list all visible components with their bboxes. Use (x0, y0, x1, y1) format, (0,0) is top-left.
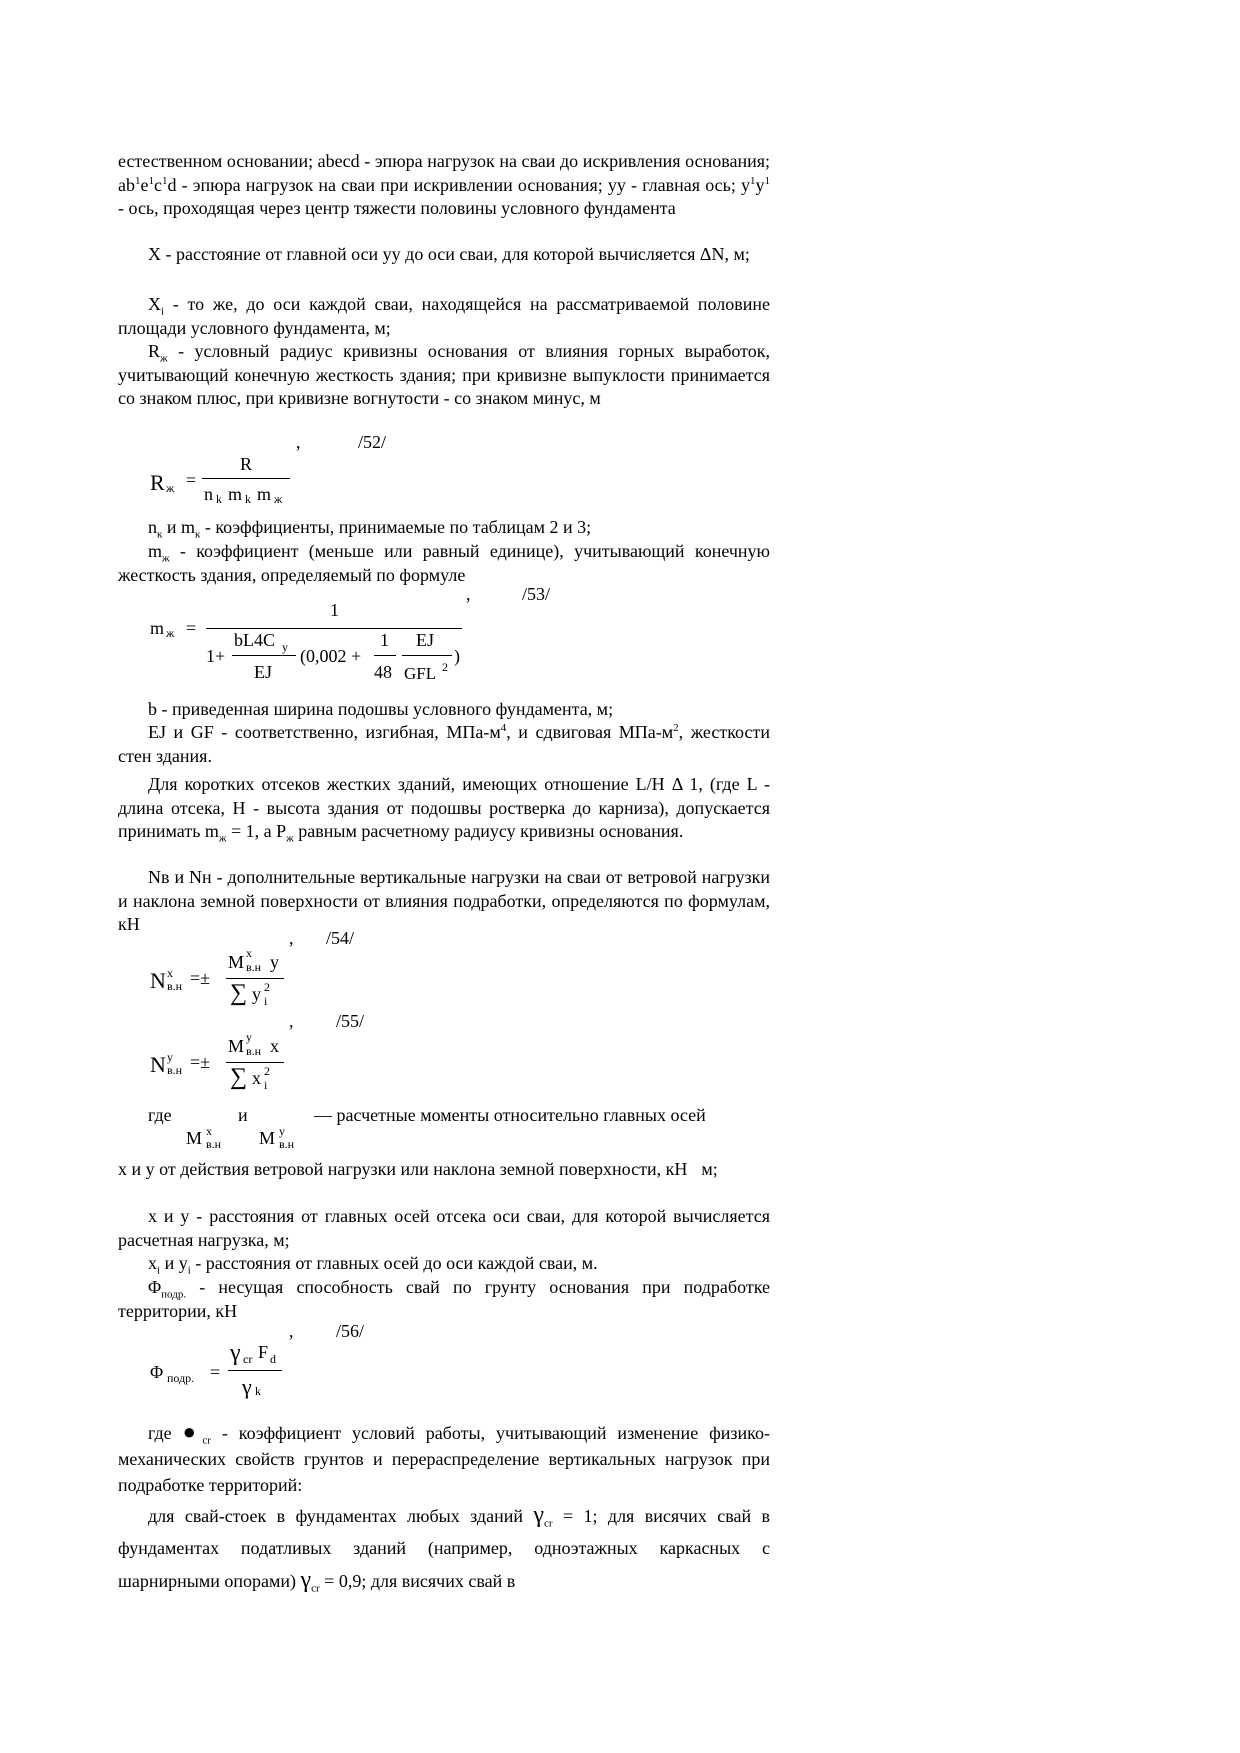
paragraph-xi-yi: $x_i$ и $y_i$ - расстояния от главных осей до оси каждой сваи, м. (148, 1253, 598, 1277)
paragraph-additional-loads: Nв и Nн - дополнительные вертикальные нагрузки на сваи от ветровой нагрузки и наклона земной поверхности от влияния подработки, определяются по формулам, кН (118, 867, 770, 934)
moment-symbols: M x в.н M y в.н (186, 1124, 295, 1151)
formula-comma: , (466, 584, 471, 604)
formula-number-56: /56/ (336, 1321, 365, 1341)
paragraph-b-definition: b - приведенная ширина подошвы условного фундамента, м; (148, 699, 614, 719)
formula-number-52: /52/ (358, 432, 387, 452)
formula-comma: , (296, 432, 301, 452)
formula-56: Φ подр. = γ cr F d γ k (150, 1340, 290, 1406)
formula-54: N x в.н =± M x в.н y ∑ y 2 i (150, 946, 290, 1010)
paragraph-nk-mk: $n_к$ и $m_к$ - коэффициенты, принимаемые по таблицам 2 и 3; (148, 517, 592, 541)
paragraph-pile-types: для свай-стоек в фундаментах любых зданий $\gamma_{cr} = 1$; для висячих свай в фундаментах податливых зданий (например, одноэтажных каркасных с шарнирными опорами) $\gamma_{cr} = 0,9$; для висячих свай в (118, 1502, 770, 1595)
formula-number-54: /54/ (326, 928, 355, 948)
formula-number-55: /55/ (336, 1011, 365, 1031)
paragraph-mzh-definition: $m_ж$ - коэффициент (меньше или равный единице), учитывающий конечную жесткость здания, определяемый по формуле (118, 541, 770, 585)
paragraph-xi-definition: $X_i$ - то же, до оси каждой сваи, находящейся на рассматриваемой половине площади условного фундамента, м; (118, 294, 770, 338)
paragraph-bearing-capacity: $\Phi_{подр.}$ - несущая способность свай по грунту основания при подработке территории, кН (118, 1277, 770, 1321)
paragraph-short-compartments: Для коротких отсеков жестких зданий, имеющих отношение L/H Δ 1, (где L - длина отсека, H - высота здания от подошвы ростверка до карниза), допускается принимать $m_ж = 1$, а $P_ж$ равным расчетному радиусу кривизны основания. (118, 774, 770, 845)
formula-number-53: /53/ (522, 584, 551, 604)
paragraph-moment-axes: x и y от действия ветровой нагрузки или наклона земной поверхности, кН м; (118, 1159, 718, 1179)
document-page: естественном основании; abecd - эпюра нагрузок на сваи до искривления основания; $ab^1e^1c^1d$ - эпюра нагрузок на сваи при искривлении основания; уу - главная ось; $у^1у^1$ - ось, проходящая через центр тяжести половины условного фундамента X - расстояние от главной оси уу до оси сваи, для которой вычисляется ΔN, м; $X_i$ - то же, до оси каждой сваи, находящейся на рассматриваемой половине площади условного фундамента, м; $R_ж$ - условный радиус кривизны основания от влияния горных выработок, учитывающий конечную жесткость здания; при кривизне выпуклости принимается со знаком плюс, при кривизне вогнутости - со знаком минус, м , /52/ R ж = R n k m k m ж $n_к$ и $m_к$ - коэффициенты, принимаемые по таблицам 2 и 3; $m_ж$ - коэффициент (меньше или равный единице), учитывающий конечную жесткость здания, определяемый по формуле , /53/ m ж = 1 1+ bL4C y EJ (0,002 + 1 48 EJ GFL 2 ) b - приведенная ширина подошвы условного фундамента, м; EJ и GF - соответственно, изгибная, МПа-$м^4$, и сдвиговая МПа-$м^2$, жесткости стен здания. Для коротких отсеков жестких зданий, имеющих отношение L/H Δ 1, (где L - длина отсека, H - высота здания от подошвы ростверка до карниза), допускается принимать $m_ж = 1$, а $P_ж$ равным расчетному радиусу кривизны основания. Nв и Nн - дополнительные вертикальные нагрузки на сваи от ветровой нагрузки и наклона земной поверхности от влияния подработки, определяются по формулам, кН , /54/ N x в.н =± M x в.н y ∑ y 2 i , /55/ N y в.н =± M y в.н x ∑ x 2 i где и — расчетные моменты относительно главных осей M x в.н M y в.н x и y от действия ветровой нагрузки или наклона земной поверхности, кН м; x и y - расстояния от главных осей отсека оси сваи, для которой вычисляется расчетная нагрузка, м; $x_i$ и $y_i$ - расстояния от главных осей до оси каждой сваи, м. $\Phi_{подр.}$ - несущая способность свай по грунту основания при подработке территории, кН , /56/ Φ подр. = γ cr F d γ k где $●_{cr}$ - коэффициент условий работы, учитывающий изменение физико-механических свойств грунтов и перераспределение вертикальных нагрузок при подработке территорий: для свай-стоек в фундаментах любых зданий $\gamma_{cr} = 1$; для висячих свай в фундаментах податливых зданий (например, одноэтажных каркасных с шарнирными опорами) $\gamma_{cr} = 0,9$; для висячих свай в (0, 0, 1240, 1753)
paragraph-figure-caption: естественном основании; abecd - эпюра нагрузок на сваи до искривления основания; $ab^1e^1c^1d$ - эпюра нагрузок на сваи при искривлении основания; уу - главная ось; $у^1у^1$ - ось, проходящая через центр тяжести половины условного фундамента (118, 151, 770, 218)
paragraph-xy-distances: x и y - расстояния от главных осей отсека оси сваи, для которой вычисляется расчетная нагрузка, м; (118, 1206, 770, 1250)
paragraph-x-definition: X - расстояние от главной оси уу до оси сваи, для которой вычисляется ΔN, м; (148, 244, 750, 264)
formula-comma: , (289, 928, 294, 948)
formula-55: N y в.н =± M y в.н x ∑ x 2 i (150, 1030, 290, 1094)
formula-52: R ж = R n k m k m ж (150, 450, 310, 510)
paragraph-ej-gf: EJ и GF - соответственно, изгибная, МПа-$м^4$, и сдвиговая МПа-$м^2$, жесткости стен здания. (118, 722, 770, 766)
paragraph-rzh-definition: $R_ж$ - условный радиус кривизны основания от влияния горных выработок, учитывающий конечную жесткость здания; при кривизне выпуклости принимается со знаком плюс, при кривизне вогнутости - со знаком минус, м (118, 341, 770, 408)
paragraph-work-coefficient: где $●_{cr}$ - коэффициент условий работы, учитывающий изменение физико-механических свойств грунтов и перераспределение вертикальных нагрузок при подработке территорий: (118, 1419, 770, 1495)
formula-comma: , (289, 1321, 294, 1341)
formula-comma: , (289, 1011, 294, 1031)
formula-53: m ж = 1 1+ bL4C y EJ (0,002 + 1 48 EJ GFL 2 ) (150, 600, 460, 683)
